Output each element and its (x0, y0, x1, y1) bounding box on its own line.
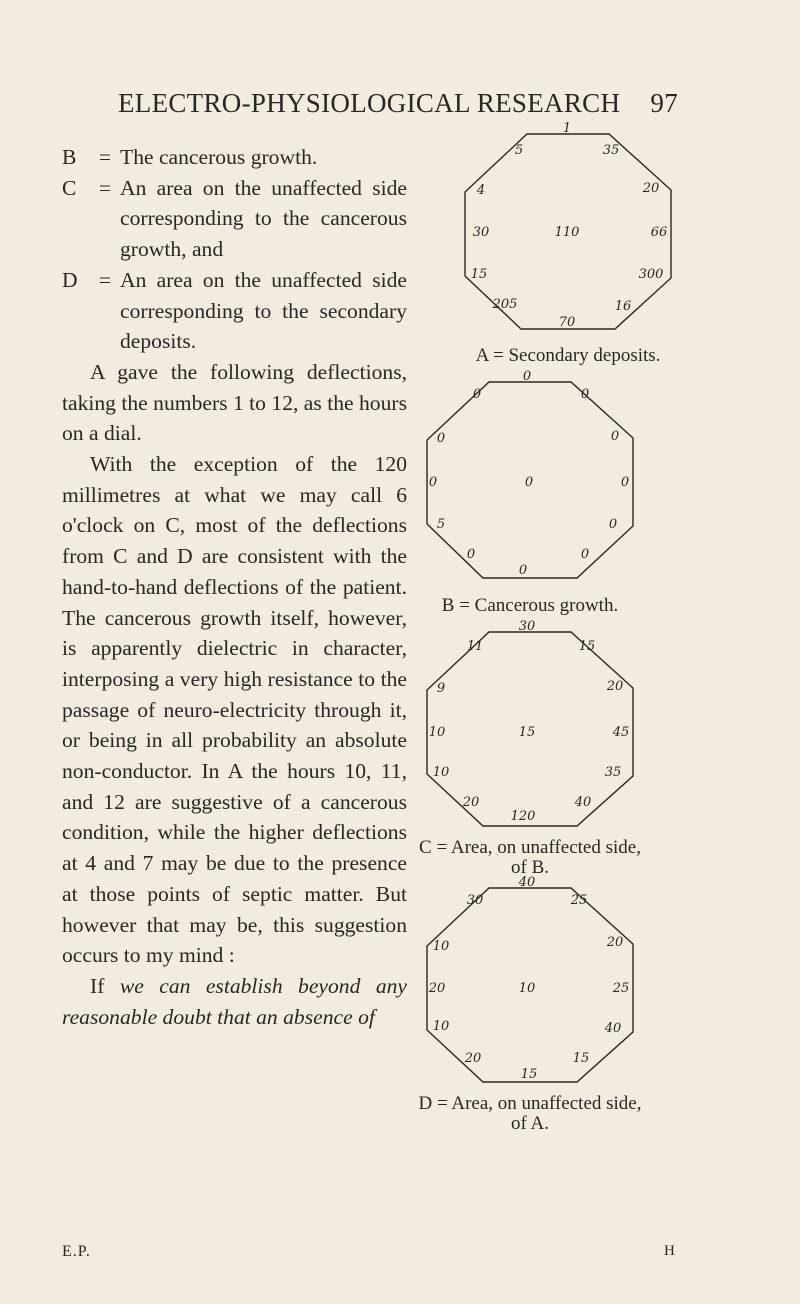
dial-center: 0 (524, 475, 534, 490)
dial-caption (385, 1094, 675, 1134)
dial-num-3: 66 (650, 225, 668, 240)
dial-num-6: 15 (520, 1067, 538, 1082)
dial-num-5: 0 (580, 547, 590, 562)
definition-equals: = (98, 267, 112, 292)
dial-caption: B = Cancerous growth. (441, 595, 619, 616)
dial-num-12: 30 (518, 619, 536, 634)
dial-num-9: 10 (428, 725, 446, 740)
dial-a-svg (453, 118, 683, 346)
dial-num-9: 30 (472, 225, 490, 240)
dial-num-5: 40 (574, 795, 592, 810)
definition-text: An area on the unaffected side corresponding to the secondary deposits. (120, 267, 407, 354)
dial-num-7: 205 (492, 297, 518, 312)
dial-num-7: 20 (464, 1051, 482, 1066)
dial-caption (385, 838, 675, 878)
closing-italic: we can establish beyond any reasonable doubt that an absence of (62, 973, 408, 1029)
dial-num-3: 25 (612, 981, 630, 996)
footer-signature-mark: H (664, 1243, 675, 1259)
dial-caption: A = Secondary deposits. (475, 345, 661, 366)
dial-figure-d (415, 874, 645, 1134)
dial-num-11: 11 (466, 639, 484, 654)
dial-figure-b (415, 368, 645, 616)
dial-num-3: 45 (612, 725, 630, 740)
dial-num-2: 0 (610, 429, 620, 444)
definition-text: An area on the unaffected side corresponding to the cancerous growth, and (120, 175, 407, 262)
definition-key: B (62, 145, 77, 169)
dial-num-6: 120 (510, 809, 536, 824)
dial-num-5: 15 (572, 1051, 590, 1066)
dial-center: 15 (518, 725, 536, 740)
closing-lead: If (90, 973, 105, 998)
dial-num-5: 16 (614, 299, 632, 314)
definition-key: D (62, 267, 78, 292)
dial-num-11: 30 (466, 893, 484, 908)
running-title: ELECTRO-PHYSIOLOGICAL RESEARCH (118, 88, 621, 118)
definition-equals: = (98, 175, 112, 200)
dial-num-2: 20 (642, 181, 660, 196)
dial-caption-line-1: D = Area, on unaffected side, (418, 1093, 642, 1114)
dial-num-6: 0 (518, 563, 528, 578)
paragraph-discussion: With the exception of the 120 millimetres at what we may call 6 o'clock on C, most of the deflections from C and D are consistent with the hand-to-hand deflections of the patient. The cancerous growth itself, however, is apparently dielectric in character, interposing a very high resistance to the passage of neuro-electricity through it, or being in all probability an absolute non-conductor. In A the hours 10, 11, and 12 are suggestive of a cancerous condition, while the higher deflections at 4 and 7 may be due to the presence at those points of septic matter. But however that may be, this suggestion occurs to my mind : (62, 452, 407, 968)
dial-num-11: 0 (472, 387, 482, 402)
body-text (62, 142, 407, 1032)
dial-num-11: 5 (514, 143, 524, 158)
definition-c (62, 173, 407, 265)
definition-key: C (62, 175, 77, 200)
dial-num-10: 4 (476, 183, 486, 198)
dial-num-7: 0 (466, 547, 476, 562)
dial-figure-c (415, 618, 645, 878)
dial-num-2: 20 (606, 679, 624, 694)
dial-num-8: 10 (432, 765, 450, 780)
dial-num-2: 20 (606, 935, 624, 950)
definition-b (62, 142, 407, 173)
dial-c-svg (415, 618, 645, 840)
dial-num-4: 35 (604, 765, 622, 780)
dial-num-1: 25 (570, 893, 588, 908)
dial-num-10: 9 (436, 681, 446, 696)
dial-num-6: 70 (558, 315, 576, 330)
dial-num-7: 20 (462, 795, 480, 810)
paragraph-closing (62, 971, 407, 1032)
dial-num-1: 35 (602, 143, 620, 158)
dial-num-10: 10 (432, 939, 450, 954)
page-number: 97 (650, 88, 678, 118)
dial-center: 110 (554, 225, 580, 240)
dial-num-12: 40 (518, 875, 536, 890)
dial-b-svg (415, 368, 645, 594)
dial-num-4: 300 (638, 267, 664, 282)
dial-num-4: 0 (608, 517, 618, 532)
dial-num-9: 0 (428, 475, 438, 490)
dial-num-3: 0 (620, 475, 630, 490)
definition-equals: = (98, 145, 112, 169)
dial-center: 10 (518, 981, 536, 996)
dial-num-12: 1 (562, 121, 572, 136)
dial-figure-a (453, 118, 683, 366)
dial-num-12: 0 (522, 369, 532, 384)
dial-num-10: 0 (436, 431, 446, 446)
dial-num-9: 20 (428, 981, 446, 996)
dial-num-1: 0 (580, 387, 590, 402)
dial-caption-line-1: C = Area, on unaffected side, (419, 837, 641, 858)
dial-num-8: 5 (436, 517, 446, 532)
dial-caption-line-2: of A. (511, 1113, 549, 1134)
dial-num-1: 15 (578, 639, 596, 654)
footer-signature: E.P. (62, 1243, 91, 1260)
definition-text: The cancerous growth. (120, 145, 318, 169)
definition-d (62, 265, 407, 357)
dial-num-8: 15 (470, 267, 488, 282)
dial-caption-line-2: of B. (511, 857, 549, 878)
dial-num-4: 40 (604, 1021, 622, 1036)
paragraph-deflections: A gave the following deflections, taking the numbers 1 to 12, as the hours on a dial. (62, 359, 407, 446)
dial-num-8: 10 (432, 1019, 450, 1034)
dial-d-svg (415, 874, 645, 1096)
